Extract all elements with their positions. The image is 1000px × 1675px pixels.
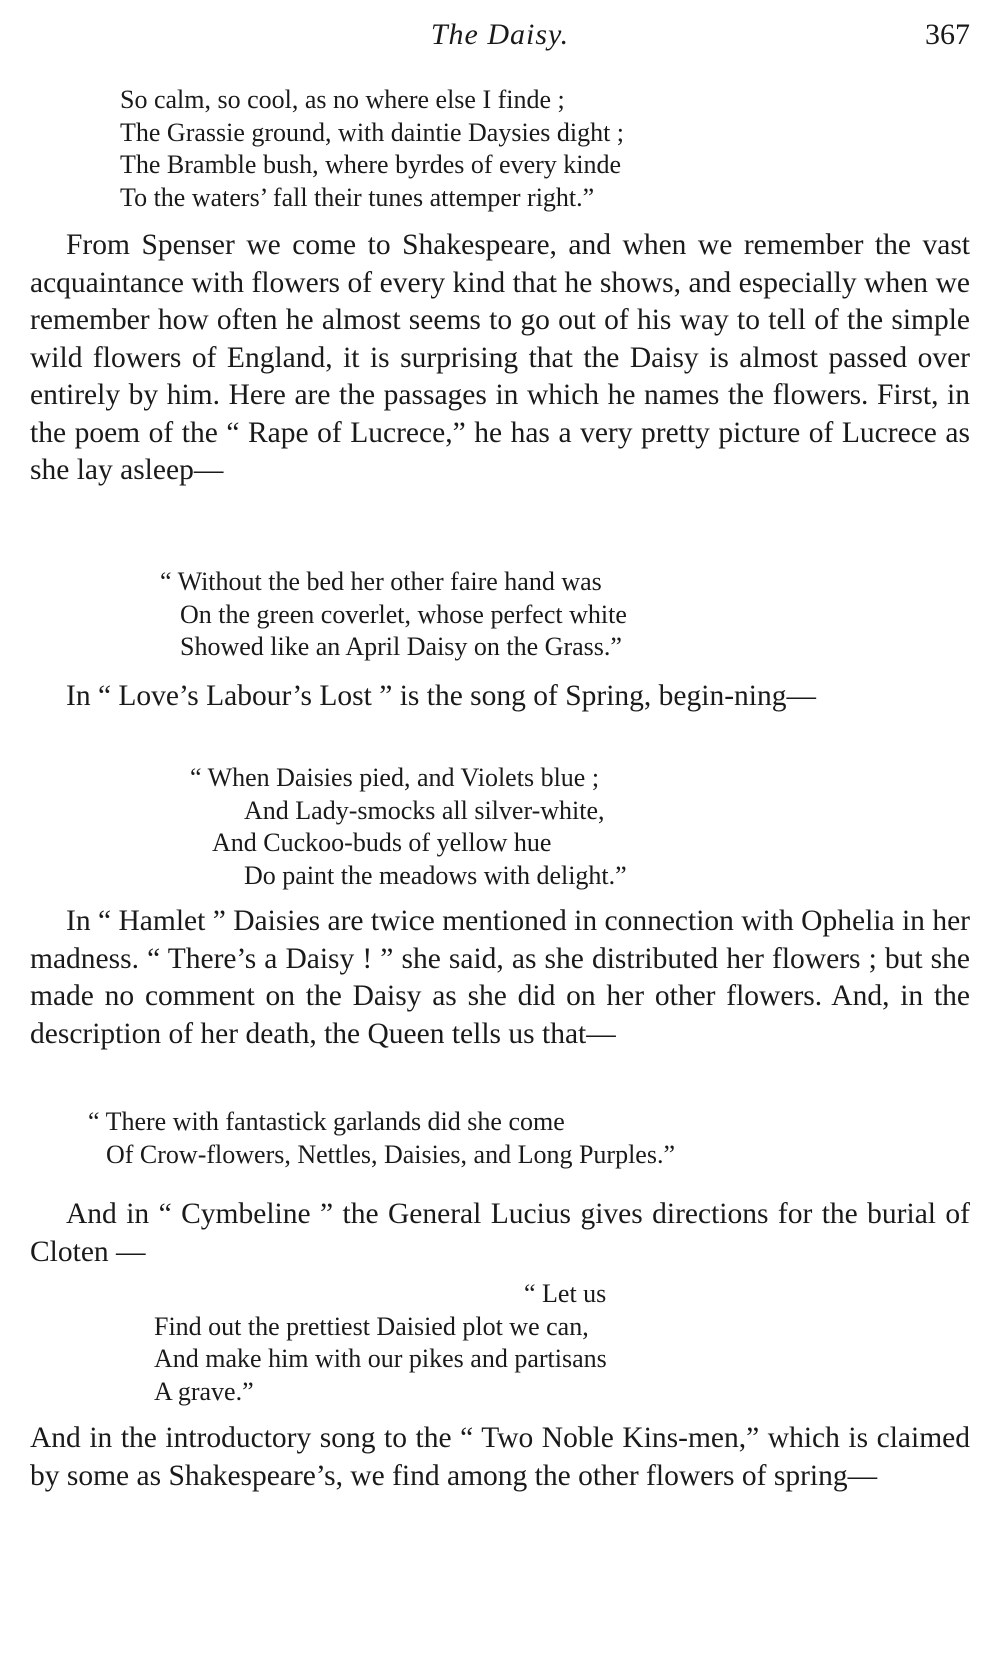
verse-line: To the waters’ fall their tunes attemper right.” — [120, 182, 595, 212]
paragraph-two-noble-kinsmen: And in the introductory song to the “ Two Noble Kins-men,” which is claimed by some as Shakespeare’s, we find among the other flowers of spring— — [30, 1422, 970, 1492]
verse-line: Find out the prettiest Daisied plot we can, — [154, 1311, 589, 1341]
paragraph-loves-labours-lost: In “ Love’s Labour’s Lost ” is the song of Spring, begin-ning— — [66, 680, 816, 712]
verse-cloten-burial — [154, 1278, 607, 1408]
verse-ophelia — [88, 1106, 675, 1171]
running-title: The Daisy. — [430, 18, 570, 51]
verse-line: The Grassie ground, with daintie Daysies dight ; — [120, 117, 625, 147]
paragraph-hamlet: In “ Hamlet ” Daisies are twice mentioned in connection with Ophelia in her madness. “ There’s a Daisy ! ” she said, as she distributed her flowers ; but she made no comment on the Daisy as she did on her other flowers. And, in the description of her death, the Queen tells us that— — [30, 905, 970, 1050]
verse-line: Showed like an April Daisy on the Grass.” — [180, 632, 622, 661]
paragraph-spenser-shakespeare: From Spenser we come to Shakespeare, and when we remember the vast acquaintance with flowers of every kind that he shows, and especially when we remember how often he almost seems to go out of his way to tell of the simple wild flowers of England, it is surprising that the Daisy is almost passed over entirely by him. Here are the passages in which he names the flowers. First, in the poem of the “ Rape of Lucrece,” he has a very pretty picture of Lucrece as she lay asleep— — [30, 229, 970, 486]
verse-line: “ There with fantastick garlands did she come — [88, 1107, 565, 1136]
verse-line: So calm, so cool, as no where else I finde ; — [120, 85, 565, 114]
verse-line: “ When Daisies pied, and Violets blue ; — [190, 763, 600, 792]
page-number: 367 — [925, 18, 970, 51]
verse-song-of-spring — [190, 762, 627, 892]
running-head — [0, 18, 1000, 58]
verse-line: And Lady-smocks all silver-white, — [244, 795, 605, 825]
verse-lucrece — [160, 566, 627, 664]
verse-line: The Bramble bush, where byrdes of every kinde — [120, 150, 622, 179]
verse-spenser — [120, 84, 624, 214]
verse-line: On the green coverlet, whose perfect white — [180, 599, 627, 629]
paragraph-cymbeline: And in “ Cymbeline ” the General Lucius gives directions for the burial of Cloten — — [30, 1198, 970, 1268]
verse-line: And make him with our pikes and partisans — [154, 1344, 607, 1373]
verse-line: And Cuckoo-buds of yellow hue — [212, 828, 552, 857]
verse-line: A grave.” — [154, 1376, 254, 1406]
verse-line: “ Without the bed her other faire hand was — [160, 567, 602, 596]
verse-line: “ Let us — [524, 1279, 607, 1308]
verse-line: Of Crow-flowers, Nettles, Daisies, and Long Purples.” — [106, 1139, 675, 1169]
verse-line: Do paint the meadows with delight.” — [244, 860, 627, 890]
